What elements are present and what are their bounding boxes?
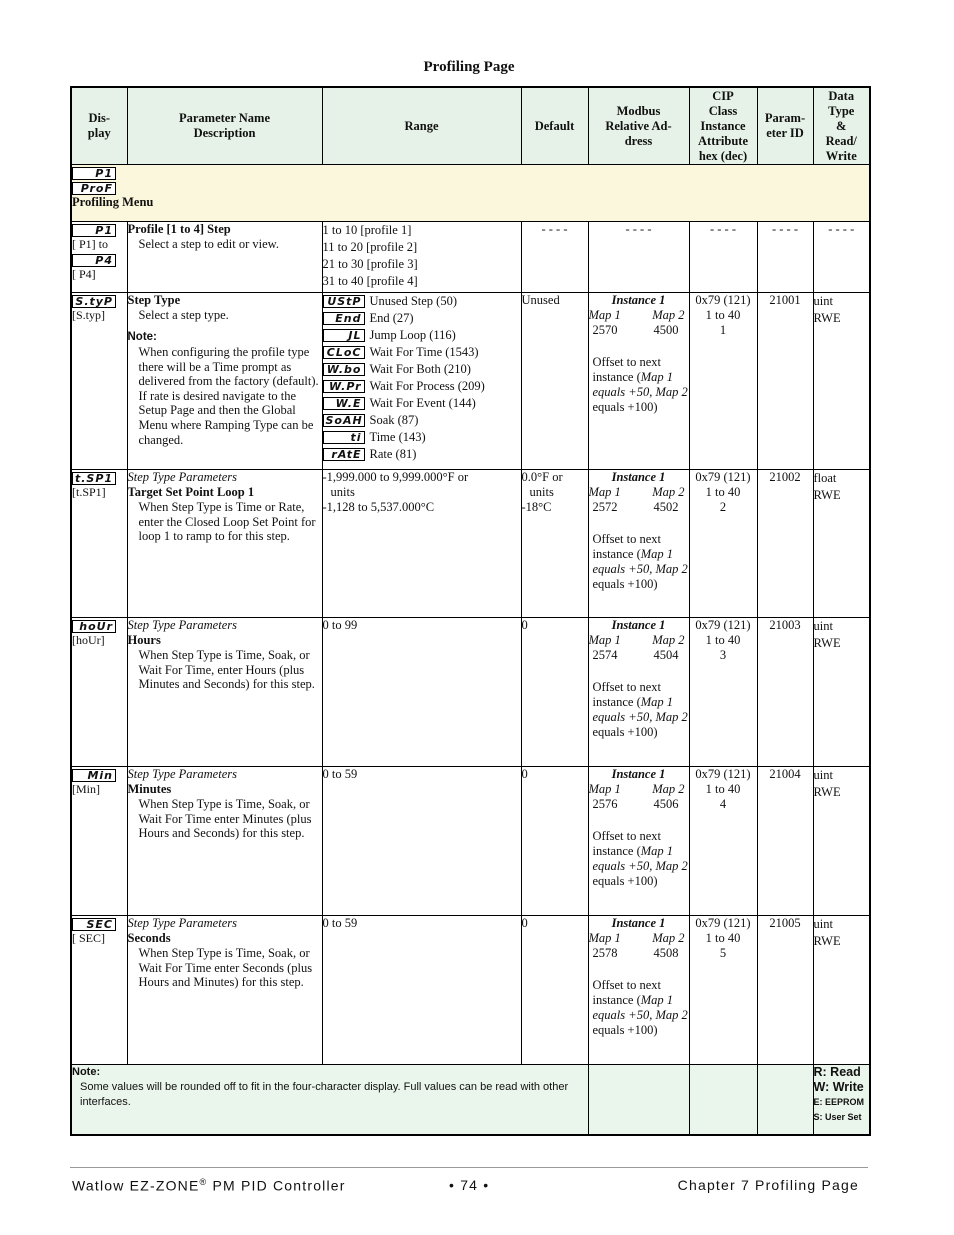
parameter-description: Select a step type. (138, 308, 229, 322)
data-type-cell (813, 618, 870, 767)
table-row (71, 916, 870, 1065)
parameter-name: Hours (127, 633, 161, 647)
modbus-cell (588, 767, 689, 916)
note-label: Note: (127, 331, 157, 343)
default-value: 0.0°F or (521, 470, 563, 484)
legend-item: S: User Set (813, 1112, 862, 1122)
parameter-description: When Step Type is Time, Soak, or Wait For Time enter Seconds (plus Hours and Minutes) for this step. (138, 946, 313, 990)
lcd-display: W.bo (323, 363, 365, 376)
map1-address: 2574 (592, 648, 618, 662)
cip-cell: 0x79 (121) 1 to 40 1 (689, 293, 757, 470)
display-code: [ P1] to (72, 237, 108, 251)
offset-text: Offset to next instance ( (592, 829, 662, 858)
range-option (323, 327, 521, 344)
cip-attribute: 3 (719, 648, 727, 662)
lcd-display: SEC (72, 918, 116, 931)
map1-address: 2570 (592, 323, 618, 337)
modbus-instance: Instance 1 (611, 767, 666, 781)
footnote-empty-cell (689, 1065, 757, 1135)
data-type: uint (813, 917, 833, 931)
modbus-offset-note (589, 532, 689, 592)
range-option (323, 412, 521, 429)
header-param-id: Param- eter ID (757, 87, 813, 165)
range-option-label: Rate (81) (369, 447, 417, 461)
header-cip: CIP Class Instance Attribute hex (dec) (689, 87, 757, 165)
range-option-label: Wait For Process (209) (369, 379, 485, 393)
display-cell (71, 470, 127, 618)
cip-range: 1 to 40 (705, 931, 741, 945)
offset-map1: Map 1 equals +50, (592, 370, 674, 399)
display-code: [t.SP1] (72, 485, 106, 499)
offset-text: Offset to next instance ( (592, 532, 662, 561)
footnote-label: Note: (72, 1066, 101, 1078)
lcd-display: P4 (72, 254, 116, 267)
table-row (71, 767, 870, 916)
modbus-map-values (589, 500, 689, 515)
cip-hex: 0x79 (121) (695, 767, 751, 781)
modbus-map-headers (589, 931, 689, 946)
footnote-row (71, 1065, 870, 1135)
offset-text: equals +100) (592, 1023, 658, 1037)
display-cell (71, 767, 127, 916)
range-value: units (330, 485, 355, 499)
param-id: 21003 (769, 618, 801, 632)
offset-map2: Map 2 (655, 562, 688, 576)
parameter-category: Step Type Parameters (127, 618, 237, 632)
menu-label: Profiling Menu (72, 195, 154, 209)
name-cell (127, 470, 322, 618)
offset-text: equals +100) (592, 400, 658, 414)
lcd-display: UStP (323, 295, 365, 308)
offset-map2: Map 2 (655, 385, 688, 399)
range-cell (322, 767, 521, 916)
lcd-display: S.tyP (72, 295, 116, 308)
param-id: 21004 (769, 767, 801, 781)
modbus-cell: - - - - (588, 222, 689, 293)
data-type-cell (813, 470, 870, 618)
lcd-display: CLoC (323, 346, 365, 359)
name-cell (127, 222, 322, 293)
range-value: 1 to 10 [profile 1] (322, 223, 412, 237)
cip-range: 1 to 40 (705, 633, 741, 647)
cip-range: 1 to 40 (705, 485, 741, 499)
modbus-instance: Instance 1 (611, 916, 666, 930)
lcd-display: SoAH (323, 414, 365, 427)
lcd-display: t.SP1 (72, 472, 116, 485)
note-text: When configuring the profile type there will be a Time prompt as delivered from the factory (default). If rate is desired navigate to the Setup Page and then the Global Menu where Ramping Type can be changed. (138, 345, 319, 447)
modbus-map-headers (589, 782, 689, 797)
display-code: [ SEC] (72, 931, 105, 945)
range-cell (322, 222, 521, 293)
legend-item: W: Write (813, 1080, 864, 1094)
display-code: [S.typ] (72, 308, 105, 322)
range-option (323, 378, 521, 395)
table-header-row (71, 87, 870, 165)
lcd-display: rAtE (323, 448, 365, 461)
lcd-display: Min (72, 769, 116, 782)
lcd-display: hoUr (72, 620, 116, 633)
header-display: Dis- play (71, 87, 127, 165)
range-option-label: Soak (87) (369, 413, 419, 427)
range-option (323, 293, 521, 310)
read-write: RWE (813, 785, 841, 799)
header-default: Default (521, 87, 588, 165)
range-value: 11 to 20 [profile 2] (322, 240, 418, 254)
read-write: RWE (813, 636, 841, 650)
default-value: 0 (521, 916, 528, 930)
cip-range: 1 to 40 (705, 782, 741, 796)
lcd-display: JL (323, 329, 365, 342)
parameter-name: Profile [1 to 4] Step (127, 222, 231, 236)
footnote-text: Some values will be rounded off to fit in the four-character display. Full values can be read with other interfaces. (80, 1081, 569, 1108)
offset-map1: Map 1 equals +50, (592, 695, 674, 724)
offset-map1: Map 1 equals +50, (592, 547, 674, 576)
param-id-cell: 21001 (757, 293, 813, 470)
parameter-category: Step Type Parameters (127, 916, 237, 930)
legend-cell (813, 1065, 870, 1135)
range-cell (322, 470, 521, 618)
lcd-display: ProF (72, 182, 116, 195)
parameter-name: Seconds (127, 931, 171, 945)
header-data-type: Data Type & Read/ Write (813, 87, 870, 165)
range-value: 0 to 99 (322, 618, 358, 632)
lcd-wrap (72, 618, 127, 633)
range-value: 31 to 40 [profile 4] (322, 274, 418, 288)
table-row (71, 618, 870, 767)
cip-hex: 0x79 (121) (695, 470, 751, 484)
map2-address: 4508 (653, 946, 679, 960)
default-value: -18°C (521, 500, 552, 514)
modbus-cell (588, 293, 689, 470)
parameter-description: When Step Type is Time or Rate, enter the Closed Loop Set Point for loop 1 to ramp to for this step. (138, 500, 316, 544)
map2-address: 4504 (653, 648, 679, 662)
name-cell (127, 618, 322, 767)
offset-text: Offset to next instance ( (592, 355, 662, 384)
parameter-description: When Step Type is Time, Soak, or Wait For Time, enter Hours (plus Minutes and Seconds) for this step. (138, 648, 315, 692)
offset-text: Offset to next instance ( (592, 680, 662, 709)
range-option-label: Jump Loop (116) (369, 328, 456, 342)
map2-address: 4502 (653, 500, 679, 514)
range-option-label: End (27) (369, 311, 414, 325)
map2-address: 4500 (653, 323, 679, 337)
cip-attribute: 2 (719, 500, 727, 514)
modbus-map-headers (589, 308, 689, 323)
display-cell (71, 293, 127, 470)
data-type: uint (813, 619, 833, 633)
map2-label: Map 2 (652, 782, 685, 796)
footer-rule (70, 1167, 868, 1168)
range-value: -1,999.000 to 9,999.000°F or (322, 470, 469, 484)
page-title: Profiling Page (423, 59, 515, 75)
cip-cell (689, 470, 757, 618)
display-code: [ P4] (72, 267, 96, 281)
read-write: RWE (813, 934, 841, 948)
lcd-display: ti (323, 431, 365, 444)
range-option-label: Unused Step (50) (369, 294, 457, 308)
modbus-offset-note (589, 680, 689, 740)
range-value: 0 to 59 (322, 916, 358, 930)
map1-label: Map 1 (588, 931, 621, 945)
range-option (323, 361, 521, 378)
data-type-cell: - - - - (813, 222, 870, 293)
default-cell: Unused (521, 293, 588, 470)
modbus-instance: Instance 1 (611, 470, 666, 484)
param-id-cell (757, 916, 813, 1065)
range-option (323, 310, 521, 327)
map1-address: 2578 (592, 946, 618, 960)
param-id: 21005 (769, 916, 801, 930)
param-id-cell: - - - - (757, 222, 813, 293)
legend-item: R: Read (813, 1065, 861, 1079)
cip-hex: 0x79 (121) (695, 618, 751, 632)
range-option (323, 395, 521, 412)
param-id-cell (757, 618, 813, 767)
lcd-wrap (72, 916, 127, 931)
range-option (323, 344, 521, 361)
cip-cell (689, 767, 757, 916)
display-code: [hoUr] (72, 633, 105, 647)
parameter-category: Step Type Parameters (127, 767, 237, 781)
param-id-cell (757, 767, 813, 916)
legend-item: E: EEPROM (813, 1097, 865, 1107)
offset-map2: Map 2 (655, 1008, 688, 1022)
display-cell (71, 916, 127, 1065)
default-cell (521, 618, 588, 767)
menu-cell (71, 165, 870, 222)
footer-right: Chapter 7 Profiling Page (677, 1177, 859, 1193)
modbus-map-values (589, 648, 689, 663)
table-row (71, 470, 870, 618)
map2-label: Map 2 (652, 485, 685, 499)
range-option-label: Wait For Event (144) (369, 396, 476, 410)
param-id: 21002 (769, 470, 801, 484)
parameter-name: Target Set Point Loop 1 (127, 485, 255, 499)
range-option-label: Wait For Both (210) (369, 362, 471, 376)
map1-label: Map 1 (588, 782, 621, 796)
cip-cell (689, 618, 757, 767)
lcd-display: P1 (72, 224, 116, 237)
offset-map2: Map 2 (655, 710, 688, 724)
footnote-empty-cell (588, 1065, 689, 1135)
offset-text: equals +100) (592, 577, 658, 591)
profiling-parameter-table (70, 86, 871, 1136)
lcd-wrap (72, 767, 127, 782)
range-cell (322, 916, 521, 1065)
default-cell (521, 767, 588, 916)
map2-address: 4506 (653, 797, 679, 811)
parameter-name: Minutes (127, 782, 172, 796)
modbus-offset-note (589, 355, 689, 415)
offset-text: Offset to next instance ( (592, 978, 662, 1007)
range-option-label: Time (143) (369, 430, 426, 444)
cip-attribute: 5 (719, 946, 727, 960)
data-type: uint (813, 768, 833, 782)
header-modbus: Modbus Relative Ad- dress (588, 87, 689, 165)
map2-label: Map 2 (652, 308, 685, 322)
display-cell (71, 618, 127, 767)
default-value: 0 (521, 767, 528, 781)
cip-cell (689, 916, 757, 1065)
map1-label: Map 1 (588, 485, 621, 499)
name-cell (127, 293, 322, 470)
name-cell (127, 767, 322, 916)
table-row (71, 293, 870, 470)
map1-address: 2572 (592, 500, 618, 514)
footnote-empty-cell (757, 1065, 813, 1135)
offset-map2: Map 2 (655, 859, 688, 873)
modbus-map-headers (589, 485, 689, 500)
modbus-map-values (589, 797, 689, 812)
offset-map1: Map 1 equals +50, (592, 993, 674, 1022)
parameter-category: Step Type Parameters (127, 470, 237, 484)
default-cell (521, 916, 588, 1065)
header-name: Parameter Name Description (127, 87, 322, 165)
default-cell: - - - - (521, 222, 588, 293)
range-cell (322, 293, 521, 470)
range-option (323, 446, 521, 463)
modbus-map-headers (589, 633, 689, 648)
footer-page-number: • 74 • (449, 1177, 490, 1193)
data-type: float (813, 471, 837, 485)
read-write: RWE (813, 488, 841, 502)
modbus-offset-note (589, 829, 689, 889)
modbus-map-values (589, 323, 689, 338)
cip-hex: 0x79 (121) (695, 916, 751, 930)
map2-label: Map 2 (652, 931, 685, 945)
menu-row (71, 165, 870, 222)
range-cell (322, 618, 521, 767)
name-cell (127, 916, 322, 1065)
lcd-display: P1 (72, 167, 116, 180)
data-type-cell (813, 916, 870, 1065)
lcd-display: W.E (323, 397, 365, 410)
range-value: 0 to 59 (322, 767, 358, 781)
modbus-instance: Instance 1 (611, 293, 666, 307)
table-row (71, 222, 870, 293)
default-cell (521, 470, 588, 618)
parameter-description: Select a step to edit or view. (138, 237, 279, 251)
map1-address: 2576 (592, 797, 618, 811)
lcd-display: End (323, 312, 365, 325)
data-type-cell: uint RWE (813, 293, 870, 470)
parameter-name: Step Type (127, 293, 181, 307)
range-value: 21 to 30 [profile 3] (322, 257, 418, 271)
default-value: units (529, 485, 554, 499)
cip-attribute: 4 (719, 797, 727, 811)
modbus-map-values (589, 946, 689, 961)
display-cell (71, 222, 127, 293)
footnote-cell (71, 1065, 588, 1135)
modbus-offset-note (589, 978, 689, 1038)
modbus-cell (588, 618, 689, 767)
modbus-cell (588, 916, 689, 1065)
map1-label: Map 1 (588, 633, 621, 647)
range-value: -1,128 to 5,537.000°C (322, 500, 435, 514)
parameter-description: When Step Type is Time, Soak, or Wait For Time enter Minutes (plus Hours and Seconds) for this step. (138, 797, 312, 841)
default-value: 0 (521, 618, 528, 632)
range-option (323, 429, 521, 446)
map1-label: Map 1 (588, 308, 621, 322)
param-id-cell (757, 470, 813, 618)
display-code: [Min] (72, 782, 100, 796)
modbus-cell (588, 470, 689, 618)
header-range: Range (322, 87, 521, 165)
offset-text: equals +100) (592, 874, 658, 888)
offset-map1: Map 1 equals +50, (592, 844, 674, 873)
modbus-instance: Instance 1 (611, 618, 666, 632)
map2-label: Map 2 (652, 633, 685, 647)
data-type-cell (813, 767, 870, 916)
range-option-label: Wait For Time (1543) (369, 345, 479, 359)
cip-cell: - - - - (689, 222, 757, 293)
offset-text: equals +100) (592, 725, 658, 739)
footer-left: Watlow EZ-ZONE® PM PID Controller (72, 1177, 346, 1194)
lcd-wrap (72, 470, 127, 485)
lcd-display: W.Pr (323, 380, 365, 393)
